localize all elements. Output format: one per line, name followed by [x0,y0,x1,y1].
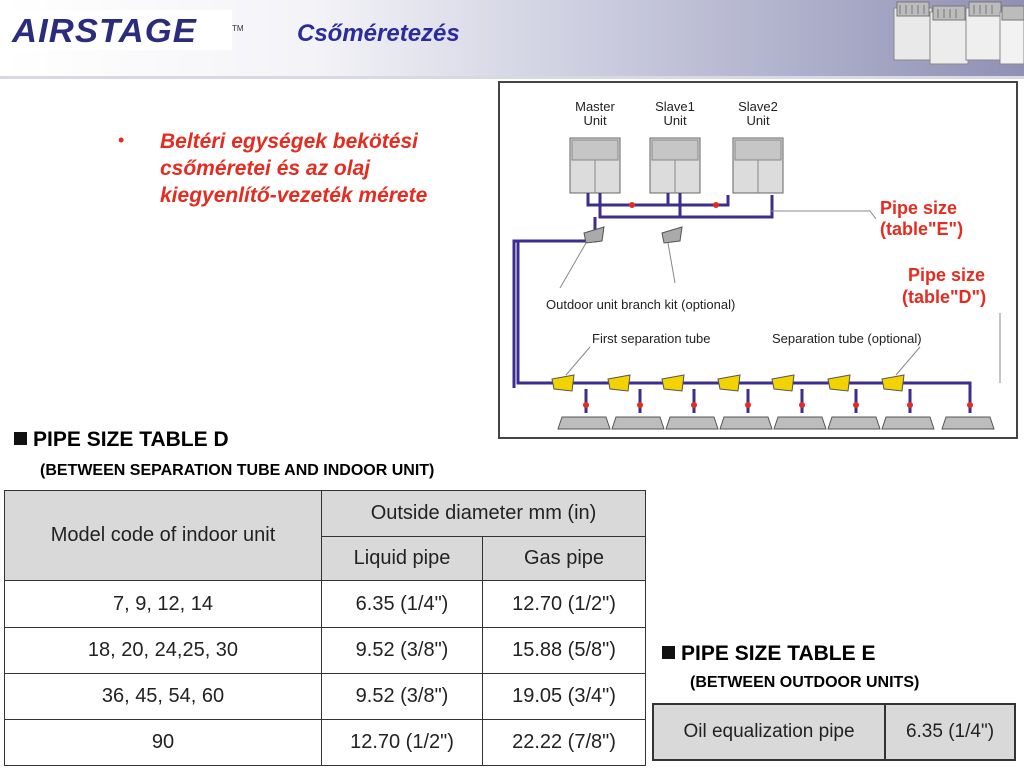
cell-gas: 15.88 (5/8") [483,628,646,674]
cell-liquid: 12.70 (1/2") [322,720,483,766]
outdoor-unit-master [570,138,620,193]
label-separation-optional: Separation tube (optional) [772,331,922,346]
logo-text: AIRSTAGE [12,12,197,49]
pointer-line-e [770,211,876,219]
label-first-separation: First separation tube [592,331,711,346]
pipe-size-table-d [4,490,646,766]
label-pipe-size-e-2: (table"E") [880,219,964,239]
cell-liquid: 6.35 (1/4") [322,581,483,628]
unit-label-slave2-2: Unit [746,113,770,128]
cell-model: 18, 20, 24,25, 30 [5,628,322,674]
indoor-points [583,402,973,408]
table-e-heading [662,642,875,666]
cell-model: 7, 9, 12, 14 [5,581,322,628]
table-row [5,720,646,766]
unit-label-slave2-1: Slave2 [738,99,778,114]
table-row [5,581,646,628]
indoor-units [558,417,994,429]
label-pipe-size-d-1: Pipe size [908,265,986,285]
unit-photo-4 [1000,6,1024,64]
label-pipe-size-e-1: Pipe size [880,198,958,218]
pointer-line-sep [896,347,920,375]
outdoor-units-photo [890,0,1024,70]
cell-model: 90 [5,720,322,766]
cell-liquid: 9.52 (3/8") [322,674,483,720]
table-d-heading-text: PIPE SIZE TABLE D [33,428,229,451]
bullet-dot-icon: • [118,130,125,150]
header-outside-diameter: Outside diameter mm (in) [322,491,646,537]
table-d-heading [14,428,229,452]
logo-trademark: TM [232,24,244,33]
branch-kit-icons [584,227,682,243]
unit-label-slave1-1: Slave1 [655,99,695,114]
pointer-line-kit [560,243,586,288]
table-row [5,674,646,720]
label-branch-kit: Outdoor unit branch kit (optional) [546,297,736,312]
header-model-code: Model code of indoor unit [5,491,322,581]
unit-label-master-2: Unit [583,113,607,128]
unit-photo-1 [894,2,932,60]
square-bullet-icon [662,646,675,659]
cell-gas: 12.70 (1/2") [483,581,646,628]
header-gas-pipe: Gas pipe [483,537,646,581]
table-e-heading-text: PIPE SIZE TABLE E [681,642,876,665]
header-divider [0,76,1024,79]
unit-label-master-1: Master [575,99,615,114]
table-row [5,628,646,674]
cell-oil-equalization-value: 6.35 (1/4") [885,704,1015,760]
pointer-line-kit-2 [668,243,675,283]
header-liquid-pipe: Liquid pipe [322,537,483,581]
bullet-text: Beltéri egységek bekötési csőméretei és az olaj kiegyenlítő-vezeték mérete [160,130,428,207]
piping-diagram-svg [500,83,1016,437]
page-title: Csőméretezés [297,20,460,47]
outdoor-unit-slave1 [650,138,700,193]
indoor-drops [586,389,910,413]
outdoor-unit-slave2 [733,138,783,193]
cell-oil-equalization-label: Oil equalization pipe [653,704,885,760]
cell-model: 36, 45, 54, 60 [5,674,322,720]
airstage-logo [10,10,244,50]
cell-gas: 19.05 (3/4") [483,674,646,720]
pipe-size-table-e [652,703,1016,761]
unit-photo-2 [930,6,968,64]
unit-photo-3 [966,2,1004,60]
cell-liquid: 9.52 (3/8") [322,628,483,674]
piping-diagram [498,81,1018,439]
square-bullet-icon [14,432,27,445]
unit-label-slave1-2: Unit [663,113,687,128]
table-e-subheading: (BETWEEN OUTDOOR UNITS) [690,674,920,691]
label-pipe-size-d-2: (table"D") [902,287,987,307]
pointer-line-first [566,347,590,375]
table-d-subheading: (BETWEEN SEPARATION TUBE AND INDOOR UNIT) [40,462,435,479]
cell-gas: 22.22 (7/8") [483,720,646,766]
